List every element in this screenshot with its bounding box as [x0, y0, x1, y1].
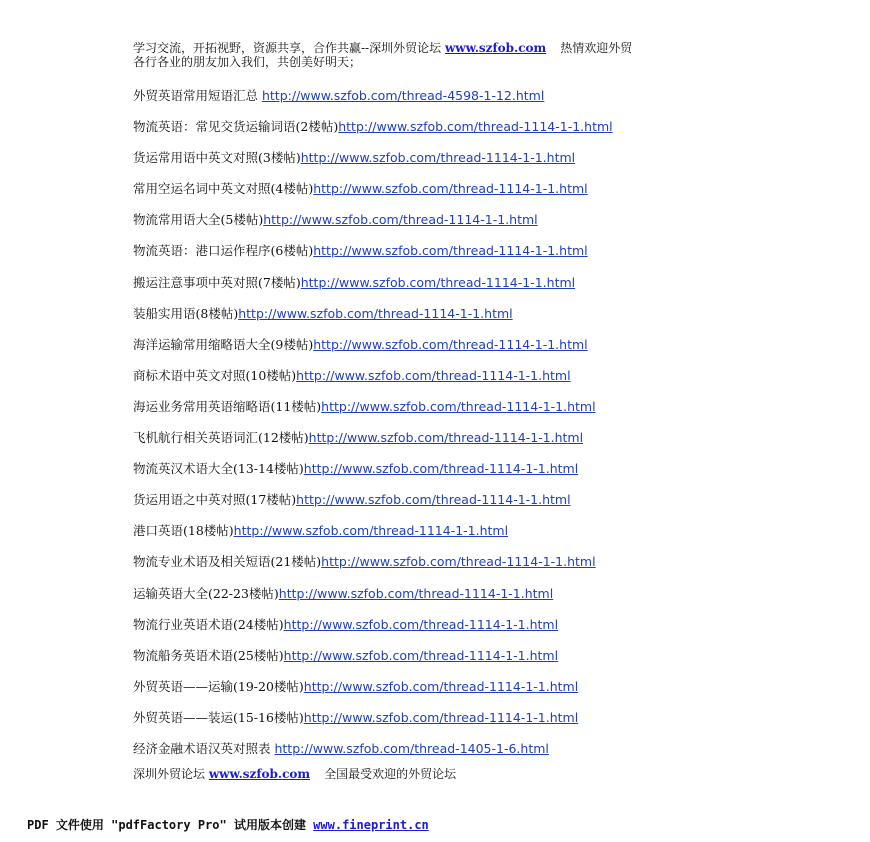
list-item — [133, 678, 853, 709]
list-item — [133, 616, 853, 647]
item-label: 物流英语：港口运作程序(6楼帖) — [133, 243, 314, 259]
intro-line-2: 各行各业的朋友加入我们，共创美好明天； — [133, 55, 362, 69]
item-label: 物流行业英语术语(24楼帖) — [133, 616, 284, 632]
item-url-link[interactable]: http://www.szfob.com/thread-1114-1-1.html — [238, 305, 513, 321]
intro-text-after: 热情欢迎外贸 — [560, 41, 633, 55]
list-item — [133, 180, 853, 211]
list-item — [133, 118, 853, 149]
fineprint-link[interactable]: www.fineprint.cn — [313, 818, 429, 832]
item-label: 商标术语中英文对照(10楼帖) — [133, 367, 297, 383]
list-item — [133, 491, 853, 522]
list-item — [133, 460, 853, 491]
item-url-link[interactable]: http://www.szfob.com/thread-4598-1-12.html — [261, 88, 545, 103]
item-url-link[interactable]: http://www.szfob.com/thread-1114-1-1.html — [303, 709, 579, 725]
item-url-link[interactable]: http://www.szfob.com/thread-1114-1-1.html — [283, 647, 559, 663]
pdf-creator-note — [27, 818, 429, 832]
item-url-link[interactable]: http://www.szfob.com/thread-1114-1-1.html — [338, 119, 613, 135]
item-label: 外贸英语——装运(15-16楼帖) — [133, 709, 304, 725]
item-url-link[interactable]: http://www.szfob.com/thread-1114-1-1.html — [313, 243, 588, 259]
item-url-link[interactable]: http://www.szfob.com/thread-1114-1-1.html — [283, 616, 559, 632]
item-label: 港口英语(18楼帖) — [133, 523, 234, 539]
list-item — [133, 585, 853, 616]
item-label: 运输英语大全(22-23楼帖) — [133, 585, 279, 601]
list-item — [133, 553, 853, 584]
item-url-link[interactable]: http://www.szfob.com/thread-1114-1-1.html — [313, 336, 588, 352]
intro-site-link[interactable]: www.szfob.com — [444, 41, 547, 55]
item-url-link[interactable]: http://www.szfob.com/thread-1114-1-1.html — [303, 461, 579, 477]
intro-paragraph — [133, 41, 773, 69]
footer-text: 深圳外贸论坛 — [133, 767, 209, 781]
list-item — [133, 242, 853, 273]
thread-link-list — [133, 87, 853, 771]
item-label: 常用空运名词中英文对照(4楼帖) — [133, 181, 314, 197]
item-label: 货运常用语中英文对照(3楼帖) — [133, 150, 301, 166]
item-url-link[interactable]: http://www.szfob.com/thread-1114-1-1.html — [296, 492, 571, 508]
item-label: 搬运注意事项中英对照(7楼帖) — [133, 274, 301, 290]
item-label: 经济金融术语汉英对照表 — [133, 740, 275, 756]
item-url-link[interactable]: http://www.szfob.com/thread-1114-1-1.html — [278, 585, 554, 601]
list-item — [133, 398, 853, 429]
item-url-link[interactable]: http://www.szfob.com/thread-1114-1-1.html — [308, 430, 584, 446]
item-label: 物流船务英语术语(25楼帖) — [133, 647, 284, 663]
item-url-link[interactable]: http://www.szfob.com/thread-1114-1-1.html — [321, 398, 596, 414]
list-item — [133, 211, 853, 242]
item-label: 货运用语之中英对照(17楼帖) — [133, 492, 297, 508]
list-item — [133, 336, 853, 367]
item-url-link[interactable]: http://www.szfob.com/thread-1114-1-1.html — [233, 523, 509, 539]
item-label: 物流英语：常见交货运输词语(2楼帖) — [133, 119, 339, 135]
item-url-link[interactable]: http://www.szfob.com/thread-1114-1-1.html — [300, 150, 576, 166]
list-item — [133, 305, 853, 336]
item-label: 海洋运输常用缩略语大全(9楼帖) — [133, 336, 314, 352]
item-label: 装船实用语(8楼帖) — [133, 305, 239, 321]
item-label: 海运业务常用英语缩略语(11楼帖) — [133, 398, 322, 414]
item-url-link[interactable]: http://www.szfob.com/thread-1114-1-1.html — [303, 678, 579, 694]
item-url-link[interactable]: http://www.szfob.com/thread-1114-1-1.html — [300, 274, 576, 290]
item-url-link[interactable]: http://www.szfob.com/thread-1114-1-1.html — [321, 554, 596, 570]
item-url-link[interactable]: http://www.szfob.com/thread-1114-1-1.html — [313, 181, 588, 197]
footer-site-link[interactable]: www.szfob.com — [208, 767, 311, 781]
forum-footer-line — [133, 767, 456, 781]
intro-text: 学习交流，开拓视野，资源共享，合作共赢--深圳外贸论坛 — [133, 41, 445, 55]
item-label: 物流常用语大全(5楼帖) — [133, 212, 264, 228]
item-label: 飞机航行相关英语词汇(12楼帖) — [133, 430, 309, 446]
item-label: 物流专业术语及相关短语(21楼帖) — [133, 554, 322, 570]
list-item — [133, 522, 853, 553]
item-url-link[interactable]: http://www.szfob.com/thread-1114-1-1.html — [296, 367, 571, 383]
list-item — [133, 647, 853, 678]
pdf-note-text: PDF 文件使用 "pdfFactory Pro" 试用版本创建 — [27, 818, 314, 832]
list-item — [133, 367, 853, 398]
list-item — [133, 149, 853, 180]
item-label: 外贸英语——运输(19-20楼帖) — [133, 678, 304, 694]
item-label: 外贸英语常用短语汇总 — [133, 88, 262, 103]
item-url-link[interactable]: http://www.szfob.com/thread-1114-1-1.html — [263, 212, 538, 228]
list-item — [133, 274, 853, 305]
item-label: 物流英汉术语大全(13-14楼帖) — [133, 461, 304, 477]
footer-text-after: 全国最受欢迎的外贸论坛 — [324, 767, 457, 781]
list-item — [133, 87, 853, 118]
list-item — [133, 429, 853, 460]
item-url-link[interactable]: http://www.szfob.com/thread-1405-1-6.html — [274, 740, 549, 756]
list-item — [133, 709, 853, 740]
